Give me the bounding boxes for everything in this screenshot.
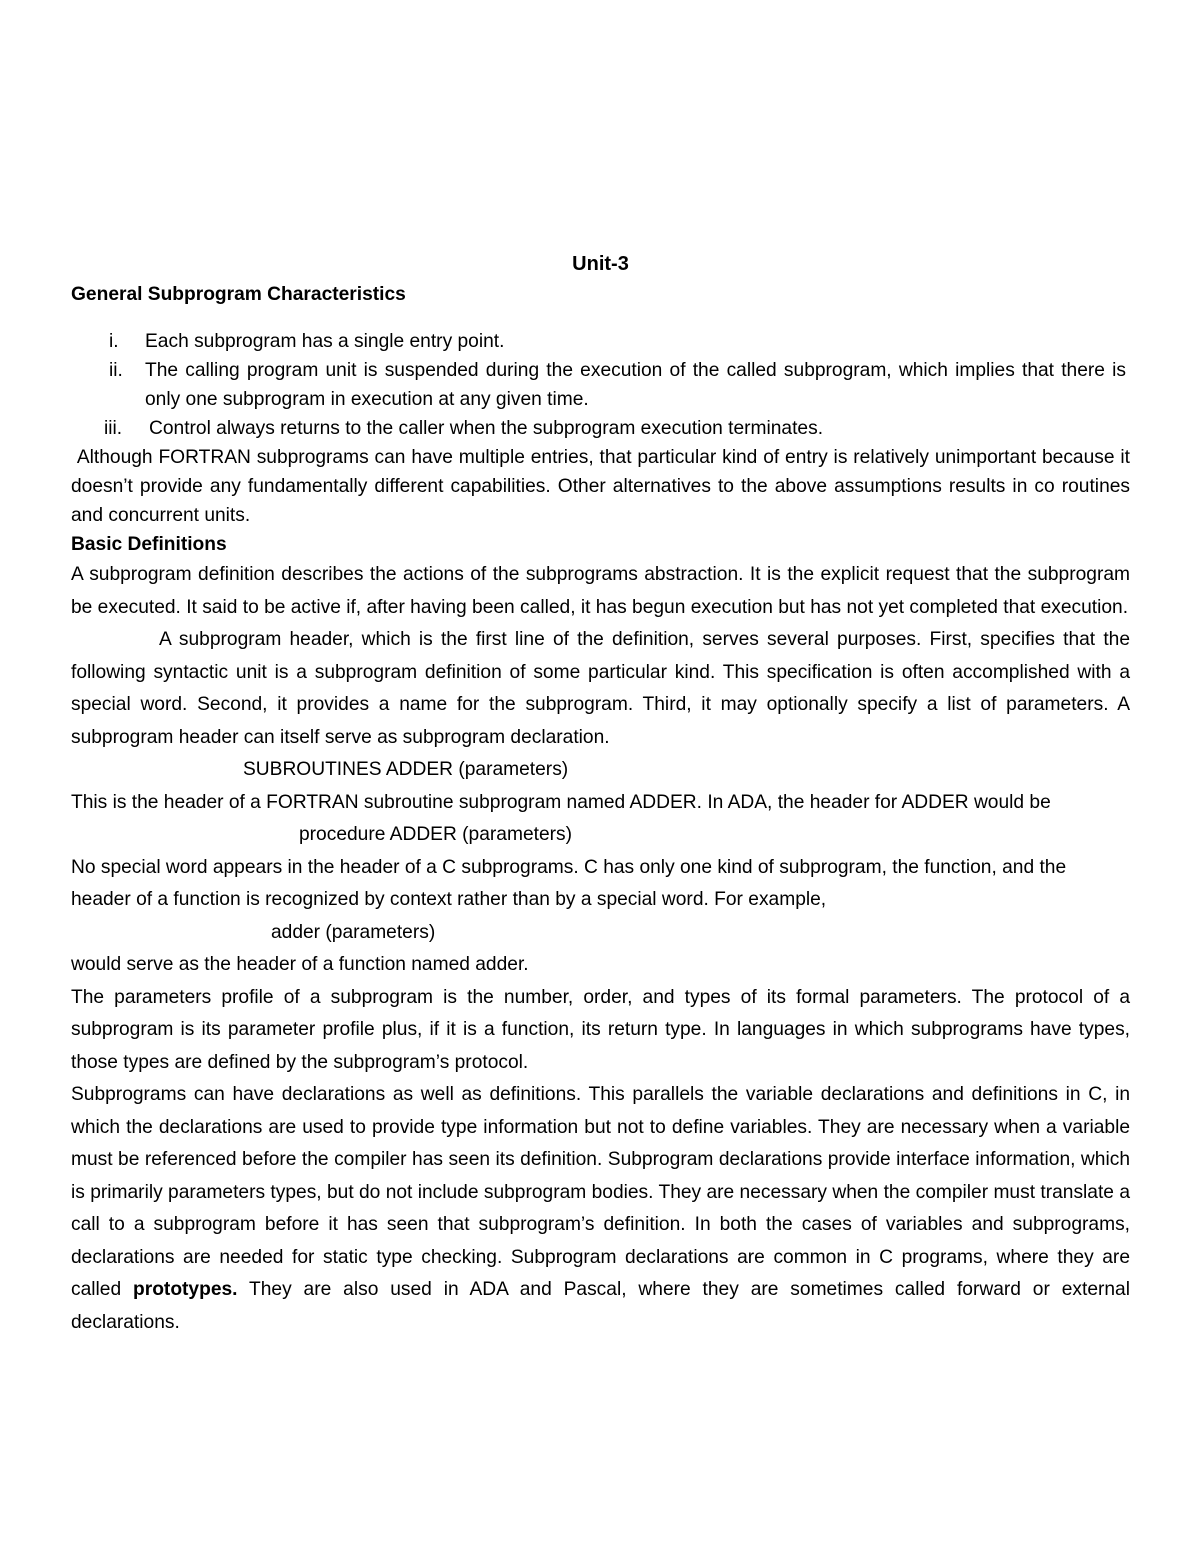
prototypes-term: prototypes.: [133, 1279, 238, 1300]
list-number: i.: [109, 331, 119, 352]
code-ada-header: procedure ADDER (parameters): [299, 824, 572, 845]
list-item: [71, 327, 1130, 356]
list-text: Control always returns to the caller when the subprogram execution terminates.: [149, 418, 824, 439]
list-item: [71, 356, 1130, 414]
list-text: The calling program unit is suspended during the execution of the called subprogram, which implies that there is only one subprogram in execution at any given time.: [145, 360, 1126, 410]
list-item: [71, 414, 1130, 443]
characteristics-list: [71, 327, 1130, 443]
list-number: ii.: [109, 360, 123, 381]
paragraph-definition: A subprogram definition describes the actions of the subprograms abstraction. It is the explicit request that the subprogram be executed. It said to be active if, after having been called, it has begun execution but has not yet completed that execution.: [71, 564, 1130, 618]
paragraph-declarations: [71, 1079, 1130, 1339]
paragraph-c-header: No special word appears in the header of a C subprograms. C has only one kind of subprogram, the function, and the header of a function is recognized by context rather than by a special word. For example,: [71, 856, 1067, 910]
section-heading-basic: Basic Definitions: [71, 534, 227, 555]
paragraph-header: A subprogram header, which is the first line of the definition, serves several purposes. First, specifies that the following syntactic unit is a subprogram definition of some particular kind. This specification is often accomplished with a special word. Second, it provides a name for the subprogram. Third, it may optionally specify a list of parameters. A subprogram header can itself serve as subprogram declaration.: [71, 629, 1130, 748]
document-page: [71, 248, 1136, 1339]
paragraph-fortran-entries: Although FORTRAN subprograms can have multiple entries, that particular kind of entry is relatively unimportant because it doesn’t provide any fundamentally different capabilities. Other alternatives to the above assumptions results in co routines and concurrent units.: [71, 447, 1136, 526]
paragraph-fortran-header: This is the header of a FORTRAN subroutine subprogram named ADDER. In ADA, the header for ADDER would be: [71, 791, 1051, 813]
list-text: Each subprogram has a single entry point.: [145, 331, 505, 352]
section-heading-general: General Subprogram Characteristics: [71, 284, 406, 305]
code-c-header: adder (parameters): [271, 921, 436, 943]
list-number: iii.: [104, 418, 123, 439]
declarations-text-end: They are also used in ADA and Pascal, where they are sometimes called forward or external declarations.: [71, 1279, 1130, 1333]
paragraph-adder: would serve as the header of a function named adder.: [71, 954, 529, 975]
declarations-text: Subprograms can have declarations as well as definitions. This parallels the variable declarations and definitions in C, in which the declarations are used to provide type information but not to define variables. They are necessary when a variable must be referenced before the compiler has seen its definition. Subprogram declarations provide interface information, which is primarily parameters types, but do not include subprogram bodies. They are necessary when the compiler must translate a call to a subprogram before it has seen that subprogram’s definition. In both the cases of variables and subprograms, declarations are needed for static type checking. Subprogram declarations are common in C programs, where they are called: [71, 1084, 1130, 1300]
page-title: Unit-3: [572, 253, 629, 275]
paragraph-profile: The parameters profile of a subprogram is the number, order, and types of its formal parameters. The protocol of a subprogram is its parameter profile plus, if it is a function, its return type. In languages in which subprograms have types, those types are defined by the subprogram’s protocol.: [71, 986, 1130, 1073]
code-fortran-header: SUBROUTINES ADDER (parameters): [243, 759, 569, 780]
